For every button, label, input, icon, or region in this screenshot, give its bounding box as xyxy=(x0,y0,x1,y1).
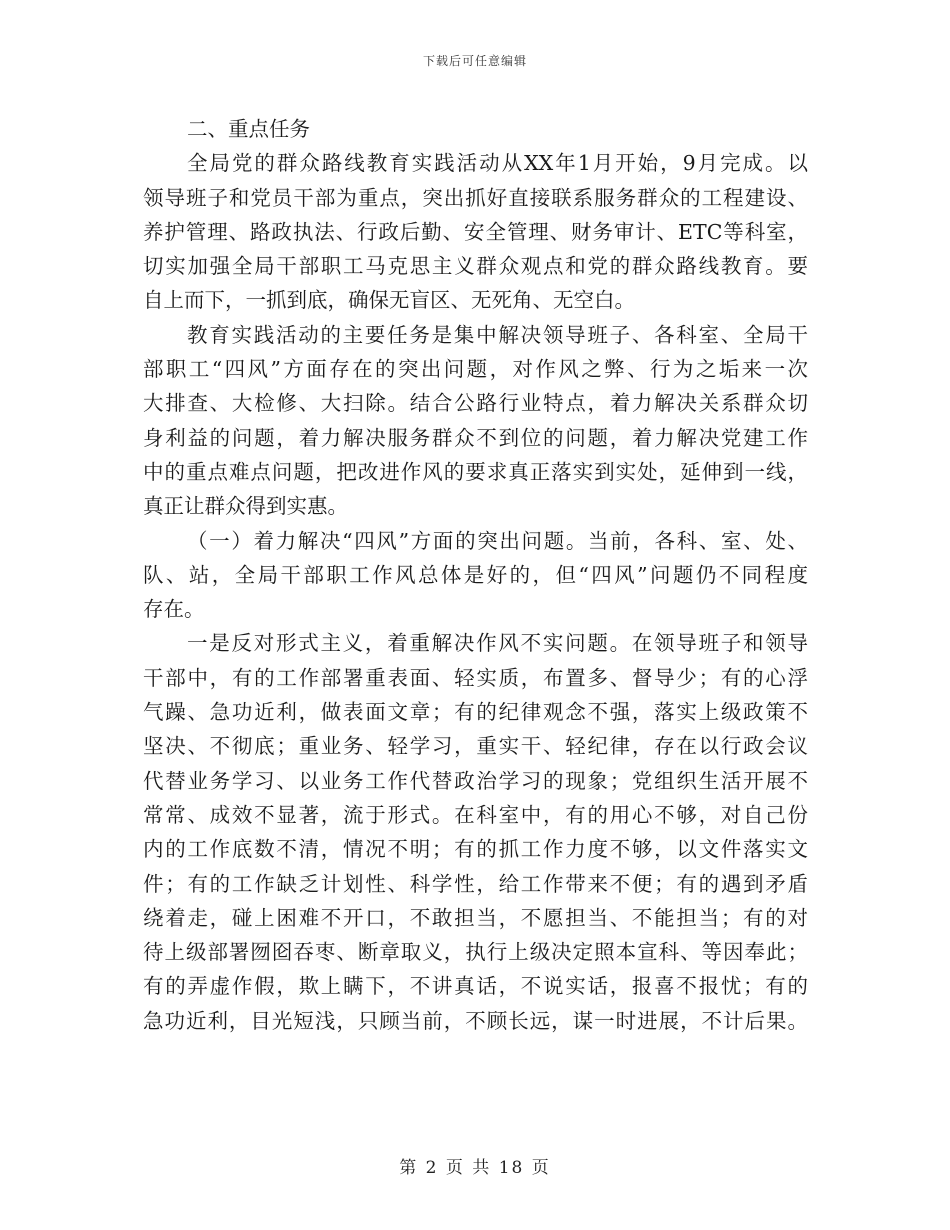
paragraph-line: 部职工“四风”方面存在的突出问题，对作风之弊、行为之垢来一次 xyxy=(143,357,808,382)
paragraph-line: 切实加强全局干部职工马克思主义群众观点和党的群众路线教育。要 xyxy=(143,254,808,279)
paragraph-line: 有的弄虚作假，欺上瞒下，不讲真话，不说实话，报喜不报忧；有的 xyxy=(143,974,808,999)
paragraph-line: 养护管理、路政执法、行政后勤、安全管理、财务审计、ETC等科室， xyxy=(143,219,808,244)
paragraph-line: 全局党的群众路线教育实践活动从XX年1月开始，9月完成。以 xyxy=(187,151,808,176)
paragraph-line: 坚决、不彻底；重业务、轻学习，重实干、轻纪律，存在以行政会议 xyxy=(143,734,808,759)
paragraph-line: 气躁、急功近利，做表面文章；有的纪律观念不强，落实上级政策不 xyxy=(143,700,808,725)
paragraph-line: 待上级部署囫囵吞枣、断章取义，执行上级决定照本宣科、等因奉此； xyxy=(143,940,808,965)
paragraph-line: 真正让群众得到实惠。 xyxy=(143,494,348,519)
paragraph-line: 大排查、大检修、大扫除。结合公路行业特点，着力解决关系群众切 xyxy=(143,391,808,416)
paragraph-line: 常常、成效不显著，流于形式。在科室中，有的用心不够，对自己份 xyxy=(143,802,808,827)
document-body xyxy=(143,112,808,1038)
paragraph-line: 代替业务学习、以业务工作代替政治学习的现象；党组织生活开展不 xyxy=(143,768,808,793)
paragraph-line: 中的重点难点问题，把改进作风的要求真正落实到实处，延伸到一线， xyxy=(143,459,808,484)
paragraph-line: 队、站，全局干部职工作风总体是好的，但“四风”问题仍不同程度 xyxy=(143,562,808,587)
paragraph-line: 急功近利，目光短浅，只顾当前，不顾长远，谋一时进展，不计后果。 xyxy=(143,1008,808,1033)
paragraph-line: 内的工作底数不清，情况不明；有的抓工作力度不够，以文件落实文 xyxy=(143,837,808,862)
paragraph-line: 一是反对形式主义，着重解决作风不实问题。在领导班子和领导 xyxy=(187,631,808,656)
header-note: 下载后可任意编辑 xyxy=(422,54,527,68)
paragraph-line: 教育实践活动的主要任务是集中解决领导班子、各科室、全局干 xyxy=(187,322,808,347)
paragraph-line: （一）着力解决“四风”方面的突出问题。当前，各科、室、处、 xyxy=(187,528,808,553)
page-number: 第 2 页 共 18 页 xyxy=(399,1158,551,1178)
paragraph-line: 身利益的问题，着力解决服务群众不到位的问题，着力解决党建工作 xyxy=(143,425,808,450)
paragraph-line: 干部中，有的工作部署重表面、轻实质，布置多、督导少；有的心浮 xyxy=(143,665,808,690)
paragraph-line: 绕着走，碰上困难不开口，不敢担当，不愿担当、不能担当；有的对 xyxy=(143,905,808,930)
section-heading: 二、重点任务 xyxy=(187,117,310,141)
paragraph-line: 领导班子和党员干部为重点，突出抓好直接联系服务群众的工程建设、 xyxy=(143,185,808,210)
paragraph-line: 存在。 xyxy=(143,597,205,622)
paragraph-line: 自上而下，一抓到底，确保无盲区、无死角、无空白。 xyxy=(143,288,635,313)
paragraph-line: 件；有的工作缺乏计划性、科学性，给工作带来不便；有的遇到矛盾 xyxy=(143,871,808,896)
